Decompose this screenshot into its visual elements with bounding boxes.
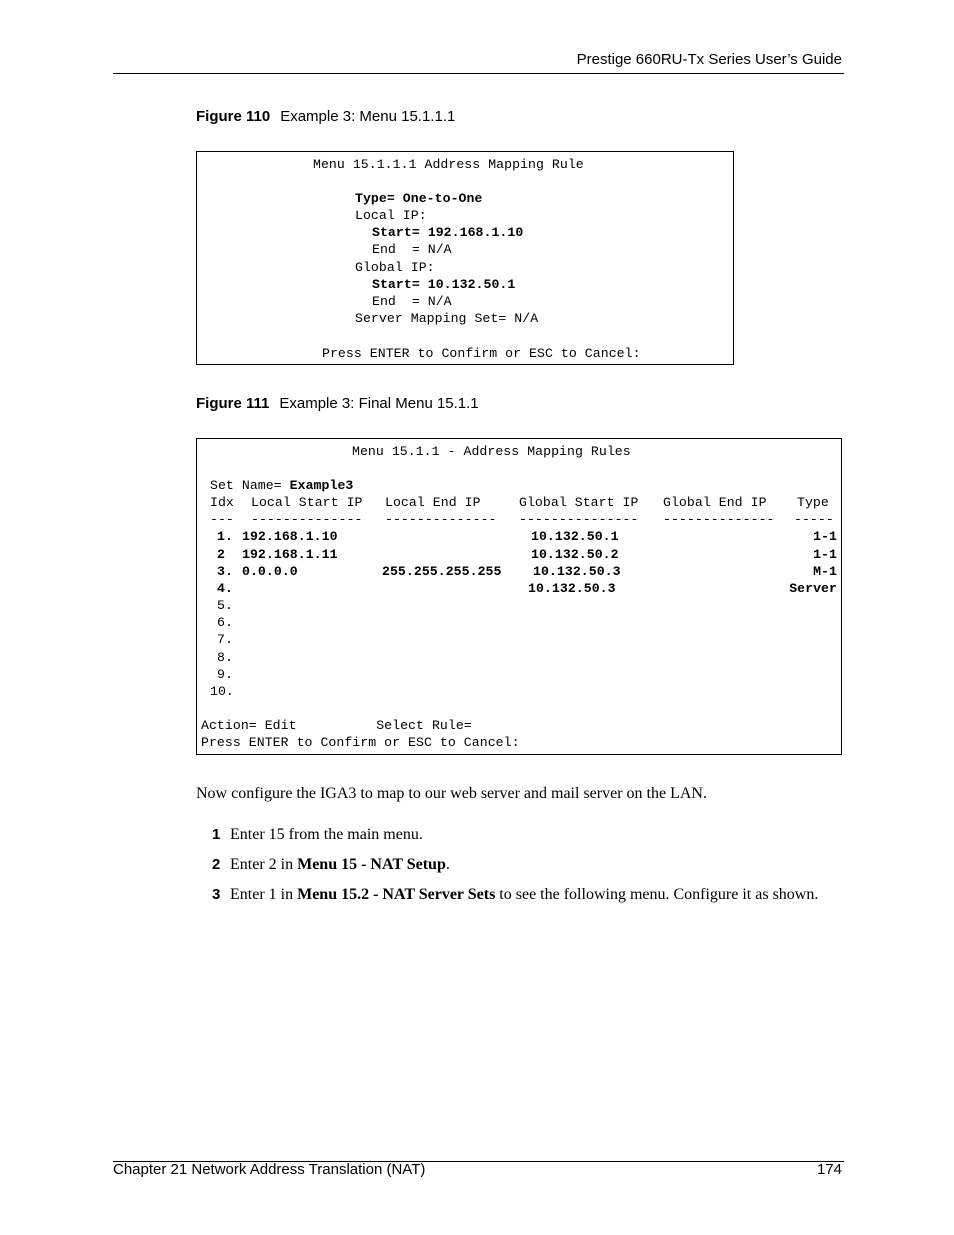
local-end-field: End = N/A (372, 242, 452, 257)
separator-type: ----- (794, 512, 834, 527)
table-row-3-type: M-1 (813, 564, 837, 579)
step-text-post: to see the following menu. Configure it as shown. (495, 886, 819, 903)
table-row-2-global-start: 10.132.50.2 (531, 547, 619, 562)
step-text-pre: Enter 1 in (230, 886, 298, 903)
steps-list (212, 824, 822, 914)
figure-110-caption (196, 108, 455, 125)
table-row-3-idx: 3. (217, 564, 233, 579)
table-row-10-idx: 10. (210, 684, 234, 699)
table-row-2-local-start: 192.168.1.11 (242, 547, 338, 562)
separator-local-start: -------------- (251, 512, 363, 527)
menu-title: Menu 15.1.1.1 Address Mapping Rule (313, 157, 584, 172)
type-field: Type= One-to-One (355, 191, 483, 206)
figure-110-screen (196, 151, 734, 365)
local-ip-label: Local IP: (355, 208, 427, 223)
col-header-local-end: Local End IP (385, 495, 481, 510)
table-row-3-global-start: 10.132.50.3 (533, 564, 621, 579)
set-name-line (210, 477, 353, 494)
action-line: Action= Edit Select Rule= (201, 718, 472, 733)
table-row-2-type: 1-1 (813, 547, 837, 562)
step-text (230, 884, 822, 905)
figure-111-screen (196, 438, 842, 755)
global-end-field: End = N/A (372, 294, 452, 309)
table-row-7-idx: 7. (217, 632, 233, 647)
col-header-idx: Idx (210, 495, 234, 510)
table-row-2-idx: 2 (217, 547, 225, 562)
table-row-1-global-start: 10.132.50.1 (531, 529, 619, 544)
global-ip-label: Global IP: (355, 260, 435, 275)
running-header: Prestige 660RU-Tx Series User’s Guide (576, 51, 842, 68)
set-name-value: Example3 (289, 478, 354, 493)
step-2 (212, 854, 822, 875)
server-mapping-set-field: Server Mapping Set= N/A (355, 311, 539, 326)
footer-chapter: Chapter 21 Network Address Translation (NAT) (113, 1161, 426, 1178)
table-row-9-idx: 9. (217, 667, 233, 682)
col-header-global-end: Global End IP (663, 495, 767, 510)
step-text (230, 854, 822, 875)
step-text-post: . (445, 856, 450, 873)
table-row-1-local-start: 192.168.1.10 (242, 529, 338, 544)
table-row-5-idx: 5. (217, 598, 233, 613)
confirm-prompt: Press ENTER to Confirm or ESC to Cancel: (322, 346, 641, 361)
header-rule (113, 73, 844, 74)
col-header-type: Type (797, 495, 829, 510)
figure-111-caption (196, 395, 479, 412)
step-number: 2 (212, 856, 221, 873)
col-header-local-start: Local Start IP (251, 495, 363, 510)
step-text (230, 824, 822, 845)
table-row-1-type: 1-1 (813, 529, 837, 544)
figure-110-caption-text: Example 3: Menu 15.1.1.1 (280, 108, 456, 125)
menu-title: Menu 15.1.1 - Address Mapping Rules (352, 444, 631, 459)
figure-111-caption-text: Example 3: Final Menu 15.1.1 (279, 395, 479, 412)
step-text-pre: Enter 2 in (230, 856, 298, 873)
table-row-4-idx: 4. (217, 581, 233, 596)
separator-local-end: -------------- (385, 512, 497, 527)
table-row-3-local-start: 0.0.0.0 (242, 564, 298, 579)
intro-paragraph: Now configure the IGA3 to map to our web server and mail server on the LAN. (196, 785, 707, 802)
separator-idx: --- (210, 512, 234, 527)
step-text-pre: Enter 15 from the main menu. (230, 826, 423, 843)
figure-110-label: Figure 110 (196, 108, 271, 125)
step-3 (212, 884, 822, 905)
table-row-4-type: Server (789, 581, 837, 596)
col-header-global-start: Global Start IP (519, 495, 639, 510)
local-start-field: Start= 192.168.1.10 (372, 225, 524, 240)
table-row-8-idx: 8. (217, 650, 233, 665)
separator-global-end: -------------- (663, 512, 775, 527)
menu-reference: Menu 15 - NAT Setup (297, 856, 446, 873)
separator-global-start: --------------- (519, 512, 639, 527)
figure-111-label: Figure 111 (196, 395, 270, 412)
step-number: 3 (212, 886, 221, 903)
menu-reference: Menu 15.2 - NAT Server Sets (297, 886, 496, 903)
page-number: 174 (816, 1161, 842, 1178)
table-row-1-idx: 1. (217, 529, 233, 544)
table-row-6-idx: 6. (217, 615, 233, 630)
table-row-3-local-end: 255.255.255.255 (382, 564, 502, 579)
global-start-field: Start= 10.132.50.1 (372, 277, 516, 292)
step-1 (212, 824, 822, 845)
step-number: 1 (212, 826, 221, 843)
confirm-prompt: Press ENTER to Confirm or ESC to Cancel: (201, 735, 520, 750)
table-row-4-global-start: 10.132.50.3 (528, 581, 616, 596)
set-name-label: Set Name= (210, 478, 282, 493)
